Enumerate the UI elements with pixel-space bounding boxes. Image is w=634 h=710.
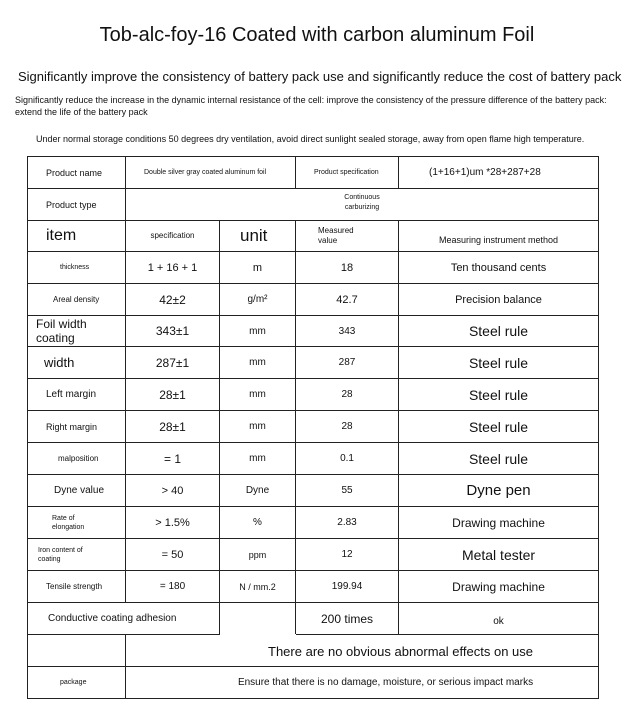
row-item <box>28 539 126 571</box>
row-item: width <box>28 347 126 379</box>
subtitle-secondary: Significantly reduce the increase in the dynamic internal resistance of the cell: improve the consistency of the pressure difference of the battery pack: extend the life of the battery pack <box>15 95 607 117</box>
row-item <box>28 507 126 539</box>
row-method: Steel rule <box>399 443 599 475</box>
package-note: Ensure that there is no damage, moisture, or serious impact marks <box>126 667 599 699</box>
table-row <box>28 475 599 507</box>
table-row <box>28 347 599 379</box>
row-item: Left margin <box>28 379 126 411</box>
row-value: 12 <box>296 539 399 571</box>
row-spec: 42±2 <box>126 284 220 316</box>
header-measured-text: Measured value <box>318 226 354 245</box>
row-spec: 1 + 16 + 1 <box>126 252 220 284</box>
row-method: Metal tester <box>399 539 599 571</box>
row-method: Ten thousand cents <box>399 252 599 284</box>
row-value: 0.1 <box>296 443 399 475</box>
row-method: Steel rule <box>399 379 599 411</box>
row-method: Drawing machine <box>399 571 599 603</box>
header-row <box>28 221 599 252</box>
appearance-row <box>28 635 599 667</box>
row-item: Foil width coating <box>28 316 126 347</box>
adhesion-label: Conductive coating adhesion <box>28 603 220 635</box>
row-spec: 287±1 <box>126 347 220 379</box>
product-spec-label: Product specification <box>296 157 399 189</box>
row-value: 28 <box>296 411 399 443</box>
row-spec: = 180 <box>126 571 220 603</box>
appearance-label <box>28 635 126 667</box>
package-label: package <box>28 667 126 699</box>
row-spec: 28±1 <box>126 379 220 411</box>
appearance-note: There are no obvious abnormal effects on use <box>126 635 599 667</box>
row-value: 42.7 <box>296 284 399 316</box>
row-value: 343 <box>296 316 399 347</box>
row-item-text: Rate of elongation <box>52 514 85 531</box>
row-unit: mm <box>220 347 296 379</box>
header-measured-value <box>296 221 399 252</box>
row-method: Steel rule <box>399 411 599 443</box>
row-unit: ppm <box>220 539 296 571</box>
adhesion-row <box>28 603 599 635</box>
product-spec-value: (1+16+1)um *28+287+28 <box>399 157 599 189</box>
row-method: Steel rule <box>399 316 599 347</box>
row-unit: g/m² <box>220 284 296 316</box>
table-row <box>28 316 599 347</box>
header-unit: unit <box>220 221 296 252</box>
row-spec: = 50 <box>126 539 220 571</box>
row-value: 55 <box>296 475 399 507</box>
row-unit: mm <box>220 379 296 411</box>
row-spec: = 1 <box>126 443 220 475</box>
row-item: malposition <box>28 443 126 475</box>
product-type-label: Product type <box>28 189 126 221</box>
row-value: 28 <box>296 379 399 411</box>
document-title: Tob-alc-foy-16 Coated with carbon aluminum Foil <box>99 24 535 46</box>
row-item-text: Iron content of coating <box>38 546 83 563</box>
row-unit: m <box>220 252 296 284</box>
row-method: Precision balance <box>399 284 599 316</box>
adhesion-value: 200 times <box>296 603 399 635</box>
table-row <box>28 507 599 539</box>
adhesion-spacer <box>220 603 296 635</box>
product-type-text: Continuous carburizing <box>344 194 380 211</box>
product-type-row <box>28 189 599 221</box>
row-item: Areal density <box>28 284 126 316</box>
package-row <box>28 667 599 699</box>
row-unit: Dyne <box>220 475 296 507</box>
row-spec: 343±1 <box>126 316 220 347</box>
product-name-label: Product name <box>28 157 126 189</box>
product-name-row <box>28 157 599 189</box>
row-spec: > 40 <box>126 475 220 507</box>
row-value: 18 <box>296 252 399 284</box>
row-unit: mm <box>220 411 296 443</box>
row-unit: mm <box>220 316 296 347</box>
header-item: item <box>28 221 126 252</box>
table-row <box>28 443 599 475</box>
row-spec: 28±1 <box>126 411 220 443</box>
row-spec: > 1.5% <box>126 507 220 539</box>
table-row <box>28 252 599 284</box>
row-value: 287 <box>296 347 399 379</box>
spec-table <box>27 156 599 699</box>
row-method: Steel rule <box>399 347 599 379</box>
row-unit: N / mm.2 <box>220 571 296 603</box>
product-type-value <box>126 189 599 221</box>
row-unit: mm <box>220 443 296 475</box>
row-item: thickness <box>28 252 126 284</box>
header-specification: specification <box>126 221 220 252</box>
row-method: Dyne pen <box>399 475 599 507</box>
row-unit: % <box>220 507 296 539</box>
subtitle-primary: Significantly improve the consistency of battery pack use and significantly reduce the cost of battery pack <box>18 69 622 84</box>
table-row <box>28 571 599 603</box>
row-method: Drawing machine <box>399 507 599 539</box>
row-value: 2.83 <box>296 507 399 539</box>
adhesion-result: ok <box>399 603 599 635</box>
header-instrument-method: Measuring instrument method <box>399 221 599 252</box>
row-item: Dyne value <box>28 475 126 507</box>
table-row <box>28 539 599 571</box>
table-row <box>28 411 599 443</box>
row-item: Right margin <box>28 411 126 443</box>
product-name-value: Double silver gray coated aluminum foil <box>126 157 296 189</box>
storage-note: Under normal storage conditions 50 degrees dry ventilation, avoid direct sunlight sealed storage, away from open flame high temperature. <box>36 134 585 144</box>
table-row <box>28 284 599 316</box>
row-value: 199.94 <box>296 571 399 603</box>
table-row <box>28 379 599 411</box>
row-item: Tensile strength <box>28 571 126 603</box>
